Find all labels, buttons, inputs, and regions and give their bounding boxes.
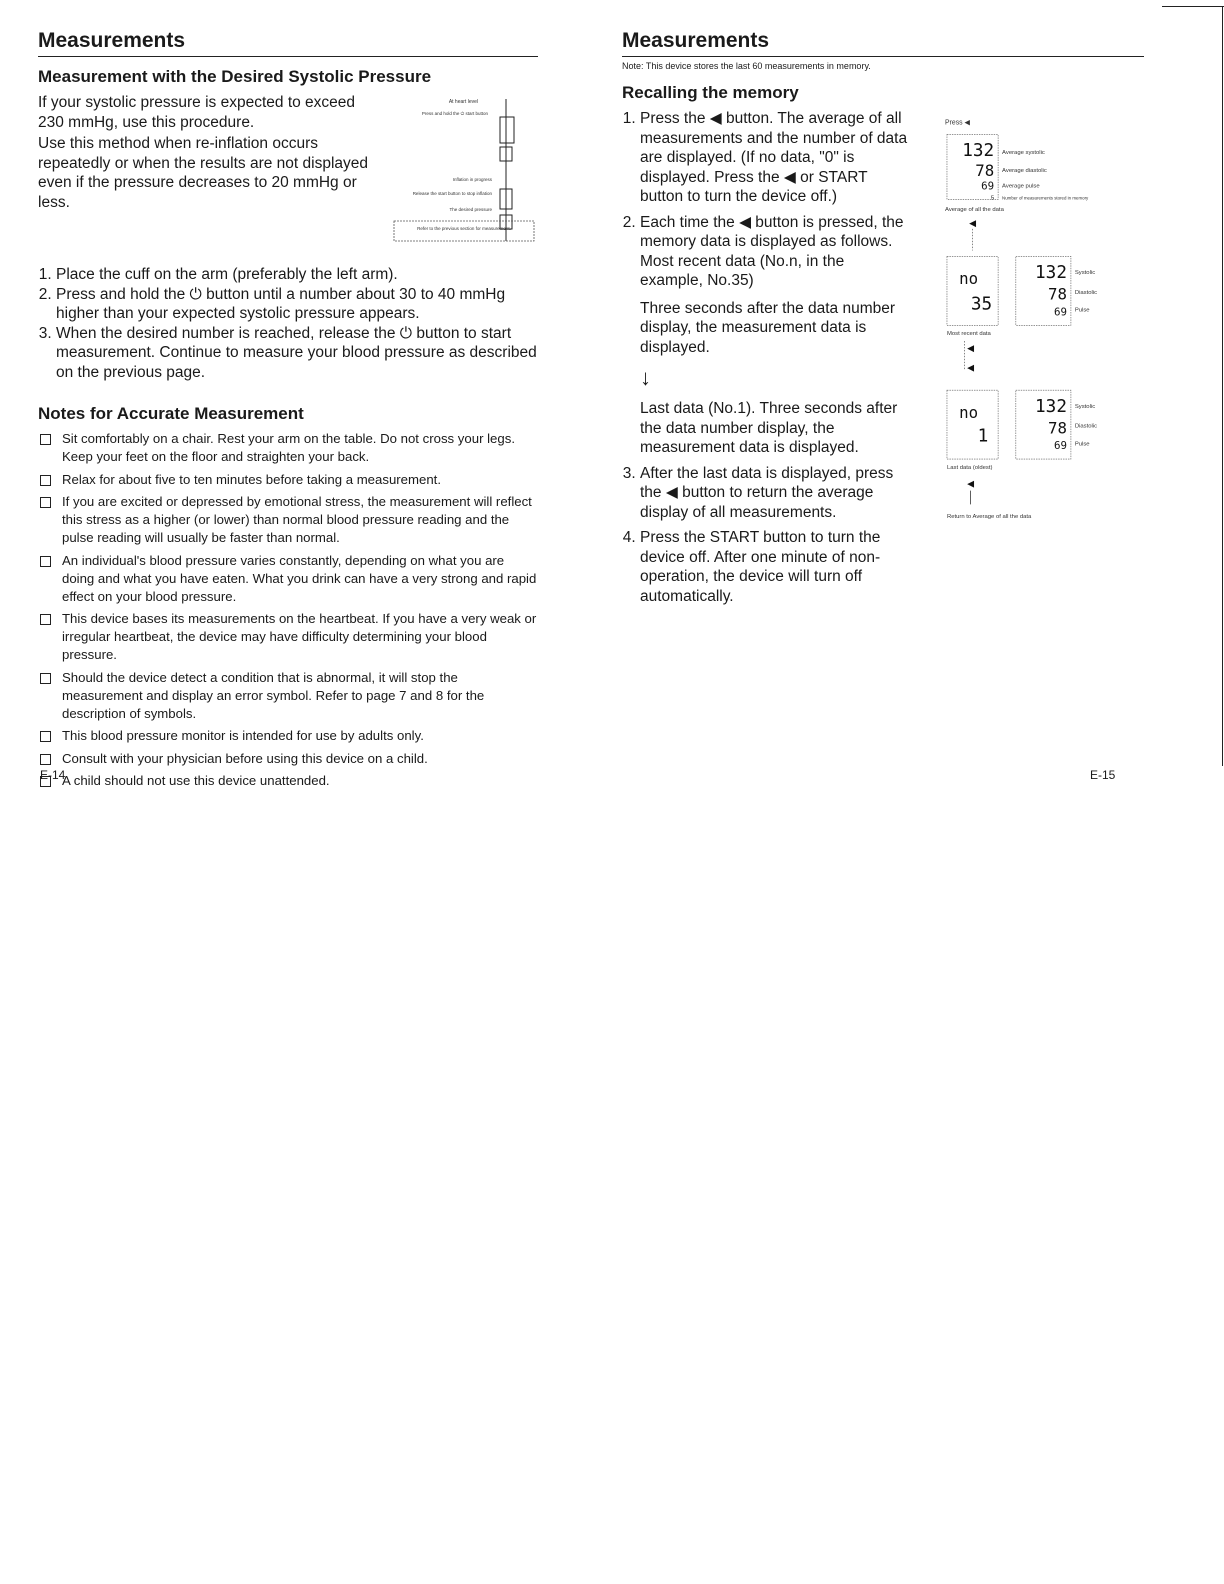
checkbox-square-icon — [40, 614, 51, 625]
right-section-title: Measurements — [622, 29, 770, 52]
fig-recent-pulse: 69 — [1054, 305, 1068, 319]
inflation-figure — [388, 89, 538, 259]
left-triangle-icon: ◀ — [967, 362, 975, 373]
left-triangle-icon: ◀ — [967, 478, 975, 489]
note-item: This device bases its measurements on the heartbeat. If you have a very weak or irregular heartbeat, the device may have difficulty determining your blood pressure. — [38, 610, 538, 664]
right-step-1: 1. Press the ◀ button. The average of all measurements and the number of data are displayed. (If no data, "0" is displayed. Press the ◀ or START button to turn the device off.) — [640, 109, 907, 207]
fig-label-desired: The desired pressure — [449, 207, 492, 212]
fig-lbl-avg-all: Average of all the data — [945, 207, 1005, 214]
fig-lbl-pulse: Pulse — [1075, 441, 1090, 448]
left-page — [38, 0, 538, 795]
right-title-rule — [622, 56, 1144, 57]
checkbox-square-icon — [40, 673, 51, 684]
note-item: If you are excited or depressed by emotional stress, the measurement will reflect this stress as a higher (or lower) than normal blood pressure reading and the pulse reading will usually be faster than normal. — [38, 493, 538, 547]
note-item: Should the device detect a condition that is abnormal, it will stop the measurement and display an error symbol. Refer to page 7 and 8 for the description of symbols. — [38, 669, 538, 723]
left-triangle-icon: ◀ — [967, 342, 975, 353]
fig-recent-systolic: 132 — [1035, 263, 1068, 284]
notes-title: Notes for Accurate Measurement — [38, 404, 304, 423]
page-edge-rule — [1162, 6, 1224, 7]
fig-label-release: Release the start button to stop inflation — [412, 191, 492, 196]
memory-recall-figure — [945, 109, 1142, 579]
right-step-4: 4. Press the START button to turn the device off. After one minute of non-operation, the device will turn off automatically. — [640, 528, 907, 606]
memory-note: Note: This device stores the last 60 measurements in memory. — [622, 61, 871, 71]
fig-lbl-recent: Most recent data — [947, 331, 992, 338]
fig-lbl-systolic: Systolic — [1075, 403, 1096, 410]
fig-lbl-avg-dia: Average diastolic — [1002, 167, 1048, 174]
fig-avg-systolic: 132 — [962, 141, 995, 162]
page-edge-vertical-rule — [1222, 6, 1223, 766]
left-step-2: 2. Press and hold the ⏻ button until a number about 30 to 40 mmHg higher than your expected systolic pressure appears. — [56, 285, 538, 324]
checkbox-square-icon — [40, 556, 51, 567]
fig-lbl-pulse: Pulse — [1075, 307, 1090, 314]
left-title-rule — [38, 56, 538, 57]
right-subtitle: Recalling the memory — [622, 83, 799, 102]
note-item: Consult with your physician before using this device on a child. — [38, 750, 538, 768]
right-page — [622, 0, 1142, 606]
note-item: An individual's blood pressure varies constantly, depending on what you are doing and what you have eaten. What you drink can have a very strong and rapid effect on your blood pressure. — [38, 552, 538, 606]
fig-no-label: no — [959, 268, 979, 288]
intro-paragraph-2: Use this method when re-inflation occurs repeatedly or when the results are not displayed even if the pressure decreases to 20 mmHg or less. — [38, 135, 369, 211]
right-step-2-detail: Three seconds after the data number display, the measurement data is displayed. — [640, 299, 896, 356]
fig-recent-number: 35 — [971, 294, 993, 315]
fig-last-pulse: 69 — [1054, 439, 1068, 453]
left-step-1: 1. Place the cuff on the arm (preferably the left arm). — [56, 265, 538, 285]
fig-press-label: Press ◀ — [945, 119, 971, 127]
left-subtitle: Measurement with the Desired Systolic Pressure — [38, 67, 432, 86]
fig-avg-diastolic: 78 — [975, 160, 995, 180]
fig-lbl-diastolic: Diastolic — [1075, 423, 1098, 430]
fig-lbl-last: Last data (oldest) — [947, 464, 993, 471]
checkbox-square-icon — [40, 475, 51, 486]
left-triangle-icon: ◀ — [969, 217, 977, 228]
right-step-3: 3. After the last data is displayed, press the ◀ button to return the average display of all measurements. — [640, 464, 907, 523]
note-item: A child should not use this device unattended. — [38, 772, 538, 790]
fig-label-refer: Refer to the previous section for measurement. — [417, 226, 511, 231]
note-item: Relax for about five to ten minutes before taking a measurement. — [38, 471, 538, 489]
fig-lbl-systolic: Systolic — [1075, 270, 1096, 277]
fig-recent-diastolic: 78 — [1048, 284, 1068, 304]
note-item: This blood pressure monitor is intended for use by adults only. — [38, 727, 538, 745]
checkbox-square-icon — [40, 731, 51, 742]
fig-lbl-diastolic: Diastolic — [1075, 289, 1098, 296]
left-section-title: Measurements — [38, 29, 186, 52]
left-step-3: 3. When the desired number is reached, release the ⏻ button to start measurement. Continue to measure your blood pressure as described on the previous page. — [56, 324, 538, 383]
right-step-2-last: Last data (No.1). Three seconds after the data number display, the measurement data is displayed. — [640, 400, 898, 456]
left-page-number: E-14 — [40, 768, 66, 782]
fig-label-inflation: Inflation in progress — [452, 177, 492, 182]
fig-last-systolic: 132 — [1035, 396, 1068, 417]
intro-paragraph-1: If your systolic pressure is expected to exceed 230 mmHg, use this procedure. — [38, 94, 356, 131]
right-steps — [622, 109, 907, 606]
fig-count: 5 — [991, 195, 995, 202]
fig-label-press-hold: Press and hold the ⏻ start button — [421, 111, 488, 116]
checkbox-square-icon — [40, 434, 51, 445]
left-steps — [38, 265, 538, 382]
fig-last-number: 1 — [977, 426, 989, 447]
checkbox-square-icon — [40, 497, 51, 508]
fig-avg-pulse: 69 — [981, 179, 995, 193]
note-item: Sit comfortably on a chair. Rest your arm on the table. Do not cross your legs. Keep your feet on the floor and straighten your back. — [38, 430, 538, 466]
fig-lbl-avg-pulse: Average pulse — [1002, 183, 1040, 190]
fig-no-label: no — [959, 402, 979, 422]
down-arrow-icon: ↓ — [640, 365, 651, 390]
fig-lbl-return: Return to Average of all the data — [947, 514, 1032, 521]
fig-lbl-avg-sys: Average systolic — [1002, 150, 1046, 157]
fig-label-heart-level: At heart level — [448, 99, 478, 105]
fig-last-diastolic: 78 — [1048, 418, 1068, 438]
notes-list — [38, 430, 538, 790]
right-step-2: 2. Each time the ◀ button is pressed, the memory data is displayed as follows. Most recent data (No.n, in the example, No.35) Three seconds after the data number display, the measurement data is displayed. ↓ Last data (No.1). Three seconds after the data number display, the measurement data is displayed. — [640, 213, 907, 458]
right-page-number: E-15 — [1090, 768, 1116, 782]
checkbox-square-icon — [40, 754, 51, 765]
fig-lbl-count: Number of measurements stored in memory — [1002, 195, 1089, 201]
